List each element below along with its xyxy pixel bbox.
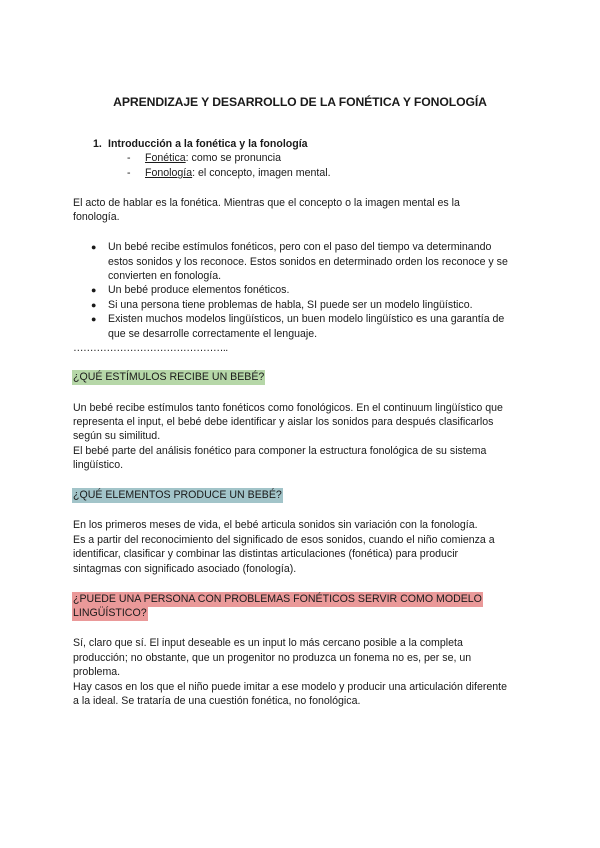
q1-line: según su similitud. bbox=[73, 430, 161, 442]
q3-line: problema. bbox=[73, 666, 121, 678]
heading-estimulos: ¿QUÉ ESTÍMULOS RECIBE UN BEBÉ? bbox=[73, 371, 265, 383]
q3-line: a la ideal. Se trataría de una cuestión fonética, no fonológica. bbox=[73, 695, 361, 707]
q2-line: identificar, clasificar y combinar las distintas articulaciones (fonética) para producir bbox=[73, 548, 459, 560]
dash-marker: - bbox=[127, 167, 131, 179]
q3-line: producción; no obstante, que un progenitor no produzca un fonema no es, per se, un bbox=[73, 652, 472, 664]
section-number: 1. bbox=[93, 138, 102, 150]
dash-marker: - bbox=[127, 152, 131, 164]
definition-text: : el concepto, imagen mental. bbox=[192, 167, 331, 179]
bullet-line: Si una persona tiene problemas de habla, SI puede ser un modelo lingüístico. bbox=[108, 299, 473, 311]
document-title: APRENDIZAJE Y DESARROLLO DE LA FONÉTICA Y FONOLOGÍA bbox=[113, 95, 487, 109]
bullet-icon: ● bbox=[91, 242, 97, 252]
intro-line: El acto de hablar es la fonética. Mientras que el concepto o la imagen mental es la bbox=[73, 197, 460, 209]
q2-line: sintagmas con significado asociado (fonología). bbox=[73, 563, 297, 575]
section-heading: Introducción a la fonética y la fonología bbox=[108, 138, 308, 150]
definition-fonologia bbox=[145, 166, 331, 181]
heading-elementos: ¿QUÉ ELEMENTOS PRODUCE UN BEBÉ? bbox=[73, 489, 282, 501]
definition-fonetica bbox=[145, 151, 281, 166]
bullet-line: Un bebé recibe estímulos fonéticos, pero con el paso del tiempo va determinando bbox=[108, 241, 492, 253]
term-fonetica: Fonética bbox=[145, 152, 186, 164]
heading-modelo-line1: ¿PUEDE UNA PERSONA CON PROBLEMAS FONÉTICOS SERVIR COMO MODELO bbox=[73, 593, 482, 605]
q1-line: Un bebé recibe estímulos tanto fonéticos como fonológicos. En el continuum lingüístico que bbox=[73, 402, 503, 414]
q1-line: lingüístico. bbox=[73, 459, 124, 471]
definition-text: : como se pronuncia bbox=[185, 152, 282, 164]
q3-line: Hay casos en los que el niño puede imitar a ese modelo y producir una articulación diferente bbox=[73, 681, 508, 693]
bullet-icon: ● bbox=[91, 314, 97, 324]
q2-line: Es a partir del reconocimiento del significado de esos sonidos, cuando el niño comienza a bbox=[73, 534, 495, 546]
q1-line: representa el input, el bebé debe identificar y aislar los sonidos para después clasificarlos bbox=[73, 416, 494, 428]
bullet-icon: ● bbox=[91, 300, 97, 310]
q3-line: Sí, claro que sí. El input deseable es un input lo más cercano posible a la completa bbox=[73, 637, 463, 649]
bullet-line: Un bebé produce elementos fonéticos. bbox=[108, 284, 290, 296]
term-fonologia: Fonología bbox=[145, 167, 193, 179]
intro-line: fonología. bbox=[73, 211, 120, 223]
q2-line: En los primeros meses de vida, el bebé articula sonidos sin variación con la fonología. bbox=[73, 519, 478, 531]
heading-modelo-line2: LINGÜÍSTICO? bbox=[73, 607, 147, 619]
bullet-line: estos sonidos y los reconoce. Estos sonidos en determinado orden los reconoce y se bbox=[108, 256, 508, 268]
bullet-line: convierten en fonología. bbox=[108, 270, 222, 282]
bullet-line: Existen muchos modelos lingüísticos, un buen modelo lingüístico es una garantía de bbox=[108, 313, 505, 325]
bullet-icon: ● bbox=[91, 285, 97, 295]
dotted-separator: ……………………………………….. bbox=[73, 342, 228, 354]
bullet-line: que se desarrolle correctamente el lenguaje. bbox=[108, 328, 318, 340]
q1-line: El bebé parte del análisis fonético para componer la estructura fonológica de su sistema bbox=[73, 445, 487, 457]
